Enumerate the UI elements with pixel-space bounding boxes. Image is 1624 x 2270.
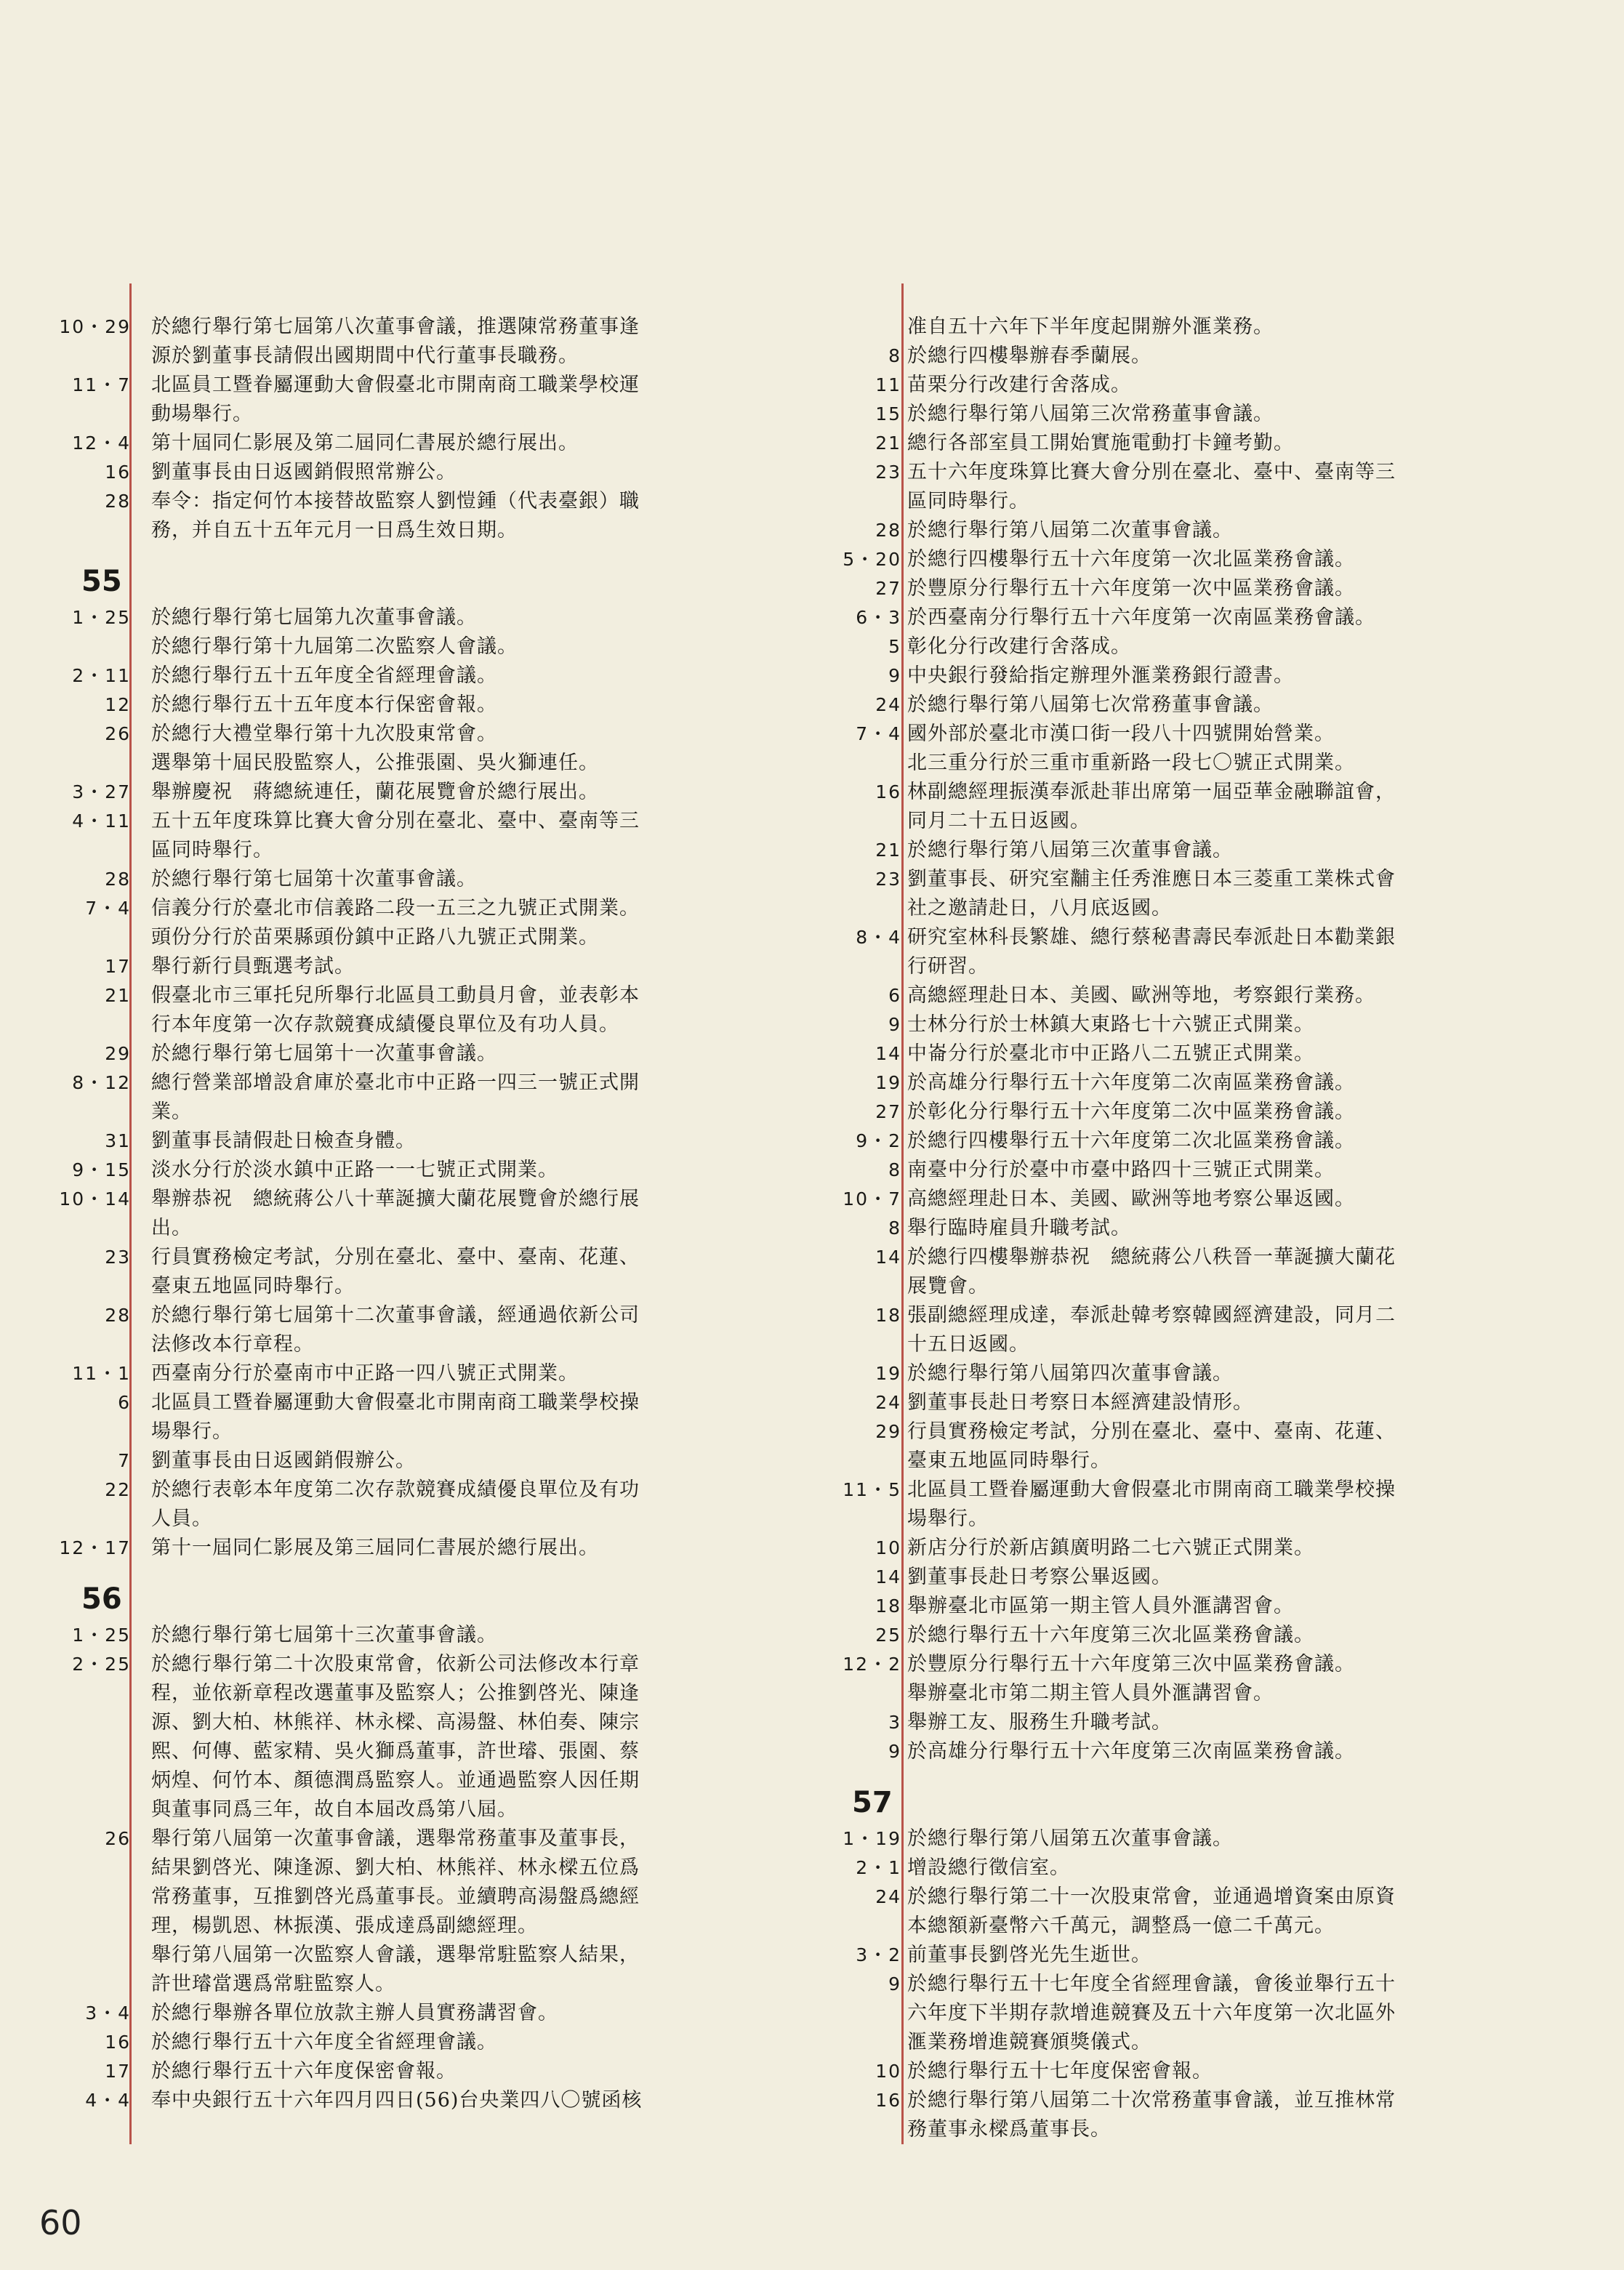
entry-date — [29, 836, 131, 865]
entry-date — [29, 923, 131, 952]
entry-date — [29, 1679, 131, 1708]
entry-date — [29, 1417, 131, 1446]
entry-date — [800, 1446, 901, 1476]
entry-text: 結果劉啓光、陳逢源、劉大柏、林熊祥、林永樑五位爲 — [151, 1856, 640, 1879]
entry-text: 於總行舉行第七屆第十三次董事會議。 — [151, 1624, 497, 1646]
entry-date — [800, 952, 901, 981]
entry-text: 北區員工暨眷屬運動大會假臺北市開南商工職業學校操 — [907, 1478, 1396, 1501]
entry-date: 18 — [875, 1595, 901, 1617]
entry-date: 8・12 — [72, 1072, 131, 1093]
entry-text: 舉辦臺北市區第一期主管人員外滙講習會。 — [907, 1595, 1294, 1617]
entry-date: 3 — [888, 1712, 901, 1733]
year-heading: 57 — [852, 1786, 893, 1819]
entry-text: 炳煌、何竹本、顏德潤爲監察人。並通過監察人因任期 — [151, 1769, 640, 1792]
entry-date: 29 — [105, 1043, 131, 1064]
entry-text: 前董事長劉啓光先生逝世。 — [907, 1944, 1151, 1966]
entry-date — [29, 1737, 131, 1766]
entry-date: 9 — [888, 1014, 901, 1035]
entry-date: 11・5 — [843, 1479, 901, 1500]
entry-text: 於總行舉行第八屆第五次董事會議。 — [907, 1827, 1233, 1850]
entry-text: 行本年度第一次存款競賽成績優良單位及有功人員。 — [151, 1013, 619, 1036]
entry-date: 27 — [875, 578, 901, 599]
entry-date: 12・17 — [59, 1537, 131, 1558]
entry-date: 16 — [875, 2090, 901, 2111]
entry-date — [29, 1214, 131, 1243]
year-spacer — [151, 545, 755, 603]
year-spacer — [151, 1563, 755, 1621]
entry-text: 法修改本行章程。 — [151, 1333, 314, 1356]
entry-date: 21 — [875, 840, 901, 861]
entry-date — [29, 516, 131, 545]
entry-text: 於總行舉行五十六年度第三次北區業務會議。 — [907, 1624, 1314, 1646]
entry-date: 12・4 — [72, 432, 131, 454]
entry-text: 於總行舉行第八屆第二次董事會議。 — [907, 519, 1233, 542]
entry-date: 11・1 — [72, 1363, 131, 1384]
entry-date — [29, 1854, 131, 1883]
entry-date: 10 — [875, 1537, 901, 1558]
entry-text: 源、劉大柏、林熊祥、林永樑、高湯盤、林伯奏、陳宗 — [151, 1711, 640, 1734]
entry-date: 28 — [875, 520, 901, 541]
entry-text: 五十六年度珠算比賽大會分別在臺北、臺中、臺南等三 — [907, 461, 1396, 483]
entry-date: 6・3 — [856, 607, 901, 628]
entry-text: 增設總行徵信室。 — [907, 1856, 1070, 1879]
entry-text: 源於劉董事長請假出國期間中代行董事長職務。 — [151, 345, 579, 367]
entry-text: 於總行舉行第七屆第十次董事會議。 — [151, 868, 477, 890]
entry-text: 行研習。 — [907, 955, 989, 978]
entry-text: 於總行舉行第七屆第十一次董事會議。 — [151, 1042, 497, 1065]
entry-date — [29, 1912, 131, 1941]
entry-text: 務董事永樑爲董事長。 — [907, 2118, 1111, 2141]
entry-date: 19 — [875, 1072, 901, 1093]
entry-date — [29, 1708, 131, 1737]
entry-date: 15 — [875, 403, 901, 424]
entry-text: 行員實務檢定考試，分別在臺北、臺中、臺南、花蓮、 — [151, 1246, 640, 1268]
entry-date: 9・2 — [856, 1130, 901, 1151]
entry-text: 舉行臨時雇員升職考試。 — [907, 1217, 1131, 1239]
entry-date — [29, 1330, 131, 1359]
entry-text: 中央銀行發給指定辦理外滙業務銀行證書。 — [907, 664, 1294, 687]
entry-text: 研究室林科長繁雄、總行蔡秘書壽民奉派赴日本勸業銀 — [907, 926, 1396, 949]
right-date-column — [800, 313, 901, 2144]
entry-text: 動場舉行。 — [151, 403, 253, 425]
entry-date — [29, 342, 131, 371]
year-heading: 55 — [81, 565, 122, 598]
entry-date: 18 — [875, 1305, 901, 1326]
entry-date — [29, 1941, 131, 1970]
entry-date — [800, 1272, 901, 1301]
entry-date — [800, 2028, 901, 2057]
entry-date: 16 — [105, 462, 131, 483]
entry-date: 12・2 — [843, 1654, 901, 1675]
entry-date: 25 — [875, 1625, 901, 1646]
entry-date — [800, 1330, 901, 1359]
entry-text: 於總行舉行第八屆第三次董事會議。 — [907, 839, 1233, 861]
entry-text: 滙業務增進競賽頒獎儀式。 — [907, 2031, 1151, 2053]
left-column — [29, 313, 756, 2176]
entry-date — [29, 1272, 131, 1301]
entry-text: 西臺南分行於臺南市中正路一四八號正式開業。 — [151, 1362, 579, 1385]
entry-date: 8 — [888, 1217, 901, 1239]
entry-text: 北區員工暨眷屬運動大會假臺北市開南商工職業學校運 — [151, 374, 640, 396]
entry-text: 人員。 — [151, 1508, 212, 1530]
entry-text: 程，並依新章程改選董事及監察人；公推劉啓光、陳逢 — [151, 1682, 640, 1704]
entry-date: 28 — [105, 869, 131, 890]
entry-text: 於總行舉行五十五年度本行保密會報。 — [151, 693, 497, 716]
entry-text: 信義分行於臺北市信義路二段一五三之九號正式開業。 — [151, 897, 640, 919]
entry-text: 於總行大禮堂舉行第十九次股東常會。 — [151, 723, 497, 745]
entry-text: 於總行四樓舉辦恭祝 總統蔣公八秩晉一華誕擴大蘭花 — [907, 1246, 1396, 1268]
entry-text: 五十五年度珠算比賽大會分別在臺北、臺中、臺南等三 — [151, 810, 640, 832]
entry-date: 10・14 — [59, 1188, 131, 1210]
entry-text: 張副總經理成達，奉派赴韓考察韓國經濟建設，同月二 — [907, 1304, 1396, 1327]
entry-text: 於總行四樓舉行五十六年度第二次北區業務會議。 — [907, 1130, 1355, 1152]
right-column — [800, 313, 1519, 2176]
entry-date — [29, 1970, 131, 1999]
entry-date: 23 — [875, 462, 901, 483]
entry-text: 業。 — [151, 1100, 192, 1123]
entry-date: 10・7 — [843, 1188, 901, 1210]
entry-date: 8 — [888, 345, 901, 366]
entry-text: 於總行四樓舉辦春季蘭展。 — [907, 345, 1151, 367]
entry-date: 7・4 — [856, 723, 901, 744]
year-spacer — [907, 1766, 1518, 1824]
entry-date — [29, 1766, 131, 1795]
entry-text: 行員實務檢定考試，分別在臺北、臺中、臺南、花蓮、 — [907, 1420, 1396, 1443]
entry-text: 舉辦恭祝 總統蔣公八十華誕擴大蘭花展覽會於總行展 — [151, 1188, 640, 1210]
entry-text: 苗栗分行改建行舍落成。 — [907, 374, 1131, 396]
entry-date: 3・27 — [72, 781, 131, 802]
entry-text: 南臺中分行於臺中市臺中路四十三號正式開業。 — [907, 1159, 1335, 1181]
entry-date — [29, 1098, 131, 1127]
entry-date — [29, 1883, 131, 1912]
entry-date: 2・11 — [72, 665, 131, 686]
entry-text: 中崙分行於臺北市中正路八二五號正式開業。 — [907, 1042, 1314, 1065]
entry-date: 1・25 — [72, 607, 131, 628]
entry-text: 於高雄分行舉行五十六年度第二次南區業務會議。 — [907, 1071, 1355, 1094]
entry-date: 7・4 — [85, 898, 131, 919]
entry-date — [800, 1505, 901, 1534]
left-text-column — [151, 313, 755, 2115]
entry-date: 4・11 — [72, 810, 131, 832]
entry-text: 於西臺南分行舉行五十六年度第一次南區業務會議。 — [907, 606, 1375, 629]
entry-text: 於總行舉行第八屆第七次常務董事會議。 — [907, 693, 1274, 716]
entry-date: 12 — [105, 694, 131, 715]
entry-text: 與董事同爲三年，故自本屆改爲第八屆。 — [151, 1798, 518, 1821]
right-text-column — [907, 313, 1518, 2144]
entry-text: 國外部於臺北市漢口街一段八十四號開始營業。 — [907, 723, 1335, 745]
entry-date: 9 — [888, 1741, 901, 1762]
entry-date — [29, 632, 131, 661]
entry-date: 5 — [888, 636, 901, 657]
entry-text: 頭份分行於苗栗縣頭份鎮中正路八九號正式開業。 — [151, 926, 599, 949]
entry-date: 8 — [888, 1159, 901, 1180]
entry-text: 於總行舉行第七屆第十二次董事會議，經通過依新公司 — [151, 1304, 640, 1327]
entry-text: 選舉第十屆民股監察人，公推張園、吳火獅連任。 — [151, 752, 599, 774]
entry-date: 14 — [875, 1566, 901, 1587]
entry-date: 6 — [888, 985, 901, 1006]
entry-text: 舉行新行員甄選考試。 — [151, 955, 355, 978]
entry-date: 24 — [875, 1392, 901, 1413]
entry-date: 11・7 — [72, 374, 131, 395]
entry-date: 29 — [875, 1421, 901, 1442]
entry-date: 14 — [875, 1247, 901, 1268]
entry-date — [800, 487, 901, 516]
entry-text: 於總行表彰本年度第二次存款競賽成績優良單位及有功 — [151, 1478, 640, 1501]
entry-date: 14 — [875, 1043, 901, 1064]
entry-date: 2・1 — [856, 1857, 901, 1878]
entry-text: 舉辦臺北市第二期主管人員外滙講習會。 — [907, 1682, 1274, 1704]
entry-text: 總行各部室員工開始實施電動打卡鐘考勤。 — [907, 432, 1294, 454]
entry-date: 9・15 — [72, 1159, 131, 1180]
entry-text: 第十一屆同仁影展及第三屆同仁書展於總行展出。 — [151, 1537, 599, 1559]
entry-text: 舉行第八屆第一次監察人會議，選舉常駐監察人結果， — [151, 1944, 640, 1966]
entry-text: 場舉行。 — [151, 1420, 233, 1443]
entry-text: 劉董事長赴日考察日本經濟建設情形。 — [907, 1391, 1253, 1414]
entry-text: 六年度下半期存款增進競賽及五十六年度第一次北區外 — [907, 2002, 1396, 2024]
entry-text: 社之邀請赴日，八月底返國。 — [907, 897, 1172, 919]
entry-text: 於總行舉行第八屆第三次常務董事會議。 — [907, 403, 1274, 425]
entry-date: 8・4 — [856, 927, 901, 948]
entry-date: 24 — [875, 1886, 901, 1907]
entry-date — [800, 2115, 901, 2144]
entry-date: 22 — [105, 1479, 131, 1500]
entry-text: 劉董事長由日返國銷假照常辦公。 — [151, 461, 457, 483]
entry-text: 臺東五地區同時舉行。 — [151, 1275, 355, 1297]
entry-text: 於總行四樓舉行五十六年度第一次北區業務會議。 — [907, 548, 1355, 571]
entry-text: 於總行舉行五十六年度保密會報。 — [151, 2060, 457, 2082]
entry-text: 於總行舉行五十五年度全省經理會議。 — [151, 664, 497, 687]
entry-date: 28 — [105, 1305, 131, 1326]
entry-text: 區同時舉行。 — [151, 839, 273, 861]
entry-text: 總行營業部增設倉庫於臺北市中正路一四三一號正式開 — [151, 1071, 640, 1094]
entry-text: 於總行舉行五十六年度全省經理會議。 — [151, 2031, 497, 2053]
entry-date: 1・19 — [843, 1828, 901, 1849]
entry-date — [29, 1505, 131, 1534]
entry-date — [800, 894, 901, 923]
entry-text: 出。 — [151, 1217, 192, 1239]
entry-text: 劉董事長、研究室黼主任秀淮應日本三菱重工業株式會 — [907, 868, 1396, 890]
entry-text: 於總行舉辦各單位放款主辦人員實務講習會。 — [151, 2002, 558, 2024]
entry-text: 於豐原分行舉行五十六年度第一次中區業務會議。 — [907, 577, 1355, 600]
entry-date: 9 — [888, 1973, 901, 1995]
entry-date: 26 — [105, 1828, 131, 1849]
entry-text: 於彰化分行舉行五十六年度第二次中區業務會議。 — [907, 1100, 1355, 1123]
entry-text: 於總行舉行第十九屆第二次監察人會議。 — [151, 635, 518, 658]
entry-text: 於豐原分行舉行五十六年度第三次中區業務會議。 — [907, 1653, 1355, 1675]
entry-date: 9 — [888, 665, 901, 686]
entry-text: 劉董事長請假赴日檢查身體。 — [151, 1130, 416, 1152]
entry-text: 於總行舉行五十七年度保密會報。 — [907, 2060, 1213, 2082]
entry-text: 展覽會。 — [907, 1275, 989, 1297]
entry-date: 17 — [105, 2061, 131, 2082]
entry-text: 同月二十五日返國。 — [907, 810, 1090, 832]
entry-text: 北區員工暨眷屬運動大會假臺北市開南商工職業學校操 — [151, 1391, 640, 1414]
entry-text: 奉中央銀行五十六年四月四日(56)台央業四八〇號函核 — [151, 2089, 643, 2112]
entry-text: 准自五十六年下半年度起開辦外滙業務。 — [907, 315, 1274, 338]
entry-text: 舉行第八屆第一次董事會議，選舉常務董事及董事長， — [151, 1827, 640, 1850]
entry-date: 23 — [105, 1247, 131, 1268]
entry-date: 21 — [875, 432, 901, 454]
entry-date: 2・25 — [72, 1654, 131, 1675]
entry-date: 10・29 — [59, 316, 131, 337]
entry-date — [29, 1795, 131, 1824]
entry-text: 劉董事長赴日考察公畢返國。 — [907, 1566, 1172, 1588]
entry-date: 6 — [118, 1392, 131, 1413]
entry-date: 19 — [875, 1363, 901, 1384]
entry-date: 4・4 — [85, 2090, 131, 2111]
entry-text: 舉辦慶祝 蔣總統連任，蘭花展覽會於總行展出。 — [151, 781, 599, 803]
left-date-column — [29, 313, 131, 2115]
entry-date: 27 — [875, 1101, 901, 1122]
entry-date: 31 — [105, 1130, 131, 1151]
entry-date — [800, 1999, 901, 2028]
entry-text: 於高雄分行舉行五十六年度第三次南區業務會議。 — [907, 1740, 1355, 1763]
entry-text: 淡水分行於淡水鎮中正路一一七號正式開業。 — [151, 1159, 558, 1181]
entry-text: 常務董事，互推劉啓光爲董事長。並續聘高湯盤爲總經 — [151, 1885, 640, 1908]
entry-date — [800, 313, 901, 342]
entry-text: 奉令：指定何竹本接替故監察人劉愷鍾（代表臺銀）職 — [151, 490, 640, 512]
entry-date: 16 — [105, 2032, 131, 2053]
entry-text: 於總行舉行五十七年度全省經理會議，會後並舉行五十 — [907, 1973, 1396, 1995]
entry-text: 彰化分行改建行舍落成。 — [907, 635, 1131, 658]
entry-text: 北三重分行於三重市重新路一段七〇號正式開業。 — [907, 752, 1355, 774]
entry-text: 場舉行。 — [907, 1508, 989, 1530]
entry-text: 區同時舉行。 — [907, 490, 1029, 512]
entry-text: 劉董事長由日返國銷假辦公。 — [151, 1449, 416, 1472]
entry-date: 3・4 — [85, 2003, 131, 2024]
entry-date: 7 — [118, 1450, 131, 1471]
page-number: 60 — [39, 2203, 82, 2242]
entry-date — [29, 400, 131, 429]
entry-date: 26 — [105, 723, 131, 744]
entry-date: 11 — [875, 374, 901, 395]
entry-date — [800, 1679, 901, 1708]
entry-text: 新店分行於新店鎮廣明路二七六號正式開業。 — [907, 1537, 1314, 1559]
entry-text: 於總行舉行第八屆第二十次常務董事會議，並互推林常 — [907, 2089, 1396, 2112]
entry-text: 於總行舉行第七屆第八次董事會議，推選陳常務董事逢 — [151, 315, 640, 338]
entry-text: 熙、何傳、藍家精、吳火獅爲董事，許世璿、張園、蔡 — [151, 1740, 640, 1763]
entry-text: 十五日返國。 — [907, 1333, 1029, 1356]
entry-date: 24 — [875, 694, 901, 715]
entry-text: 高總經理赴日本、美國、歐洲等地考察公畢返國。 — [907, 1188, 1355, 1210]
entry-date: 16 — [875, 781, 901, 802]
entry-date: 1・25 — [72, 1625, 131, 1646]
entry-date: 28 — [105, 491, 131, 512]
entry-text: 士林分行於士林鎮大東路七十六號正式開業。 — [907, 1013, 1314, 1036]
entry-date: 10 — [875, 2061, 901, 2082]
entry-text: 於總行舉行第七屆第九次董事會議。 — [151, 606, 477, 629]
entry-text: 舉辦工友、服務生升職考試。 — [907, 1711, 1172, 1734]
entry-text: 理，楊凱恩、林振漢、張成達爲副總經理。 — [151, 1915, 538, 1937]
entry-text: 許世璿當選爲常駐監察人。 — [151, 1973, 395, 1995]
entry-text: 本總額新臺幣六千萬元，調整爲一億二千萬元。 — [907, 1915, 1335, 1937]
entry-date — [29, 1010, 131, 1039]
entry-text: 假臺北市三軍托兒所舉行北區員工動員月會，並表彰本 — [151, 984, 640, 1007]
entry-date: 3・2 — [856, 1944, 901, 1965]
year-heading: 56 — [81, 1582, 122, 1616]
entry-date — [800, 807, 901, 836]
entry-text: 林副總經理振漢奉派赴菲出席第一屆亞華金融聯誼會， — [907, 781, 1396, 803]
entry-text: 臺東五地區同時舉行。 — [907, 1449, 1111, 1472]
entry-text: 第十屆同仁影展及第二屆同仁書展於總行展出。 — [151, 432, 579, 454]
entry-date: 21 — [105, 985, 131, 1006]
entry-date — [29, 749, 131, 778]
entry-text: 高總經理赴日本、美國、歐洲等地，考察銀行業務。 — [907, 984, 1375, 1007]
entry-text: 於總行舉行第八屆第四次董事會議。 — [907, 1362, 1233, 1385]
entry-text: 於總行舉行第二十次股東常會，依新公司法修改本行章 — [151, 1653, 640, 1675]
entry-date — [800, 749, 901, 778]
entry-date: 23 — [875, 869, 901, 890]
entry-text: 於總行舉行第二十一次股東常會，並通過增資案由原資 — [907, 1885, 1396, 1908]
entry-date — [800, 1912, 901, 1941]
entry-date: 17 — [105, 956, 131, 977]
entry-date: 5・20 — [843, 549, 901, 570]
entry-text: 務，并自五十五年元月一日爲生效日期。 — [151, 519, 518, 542]
